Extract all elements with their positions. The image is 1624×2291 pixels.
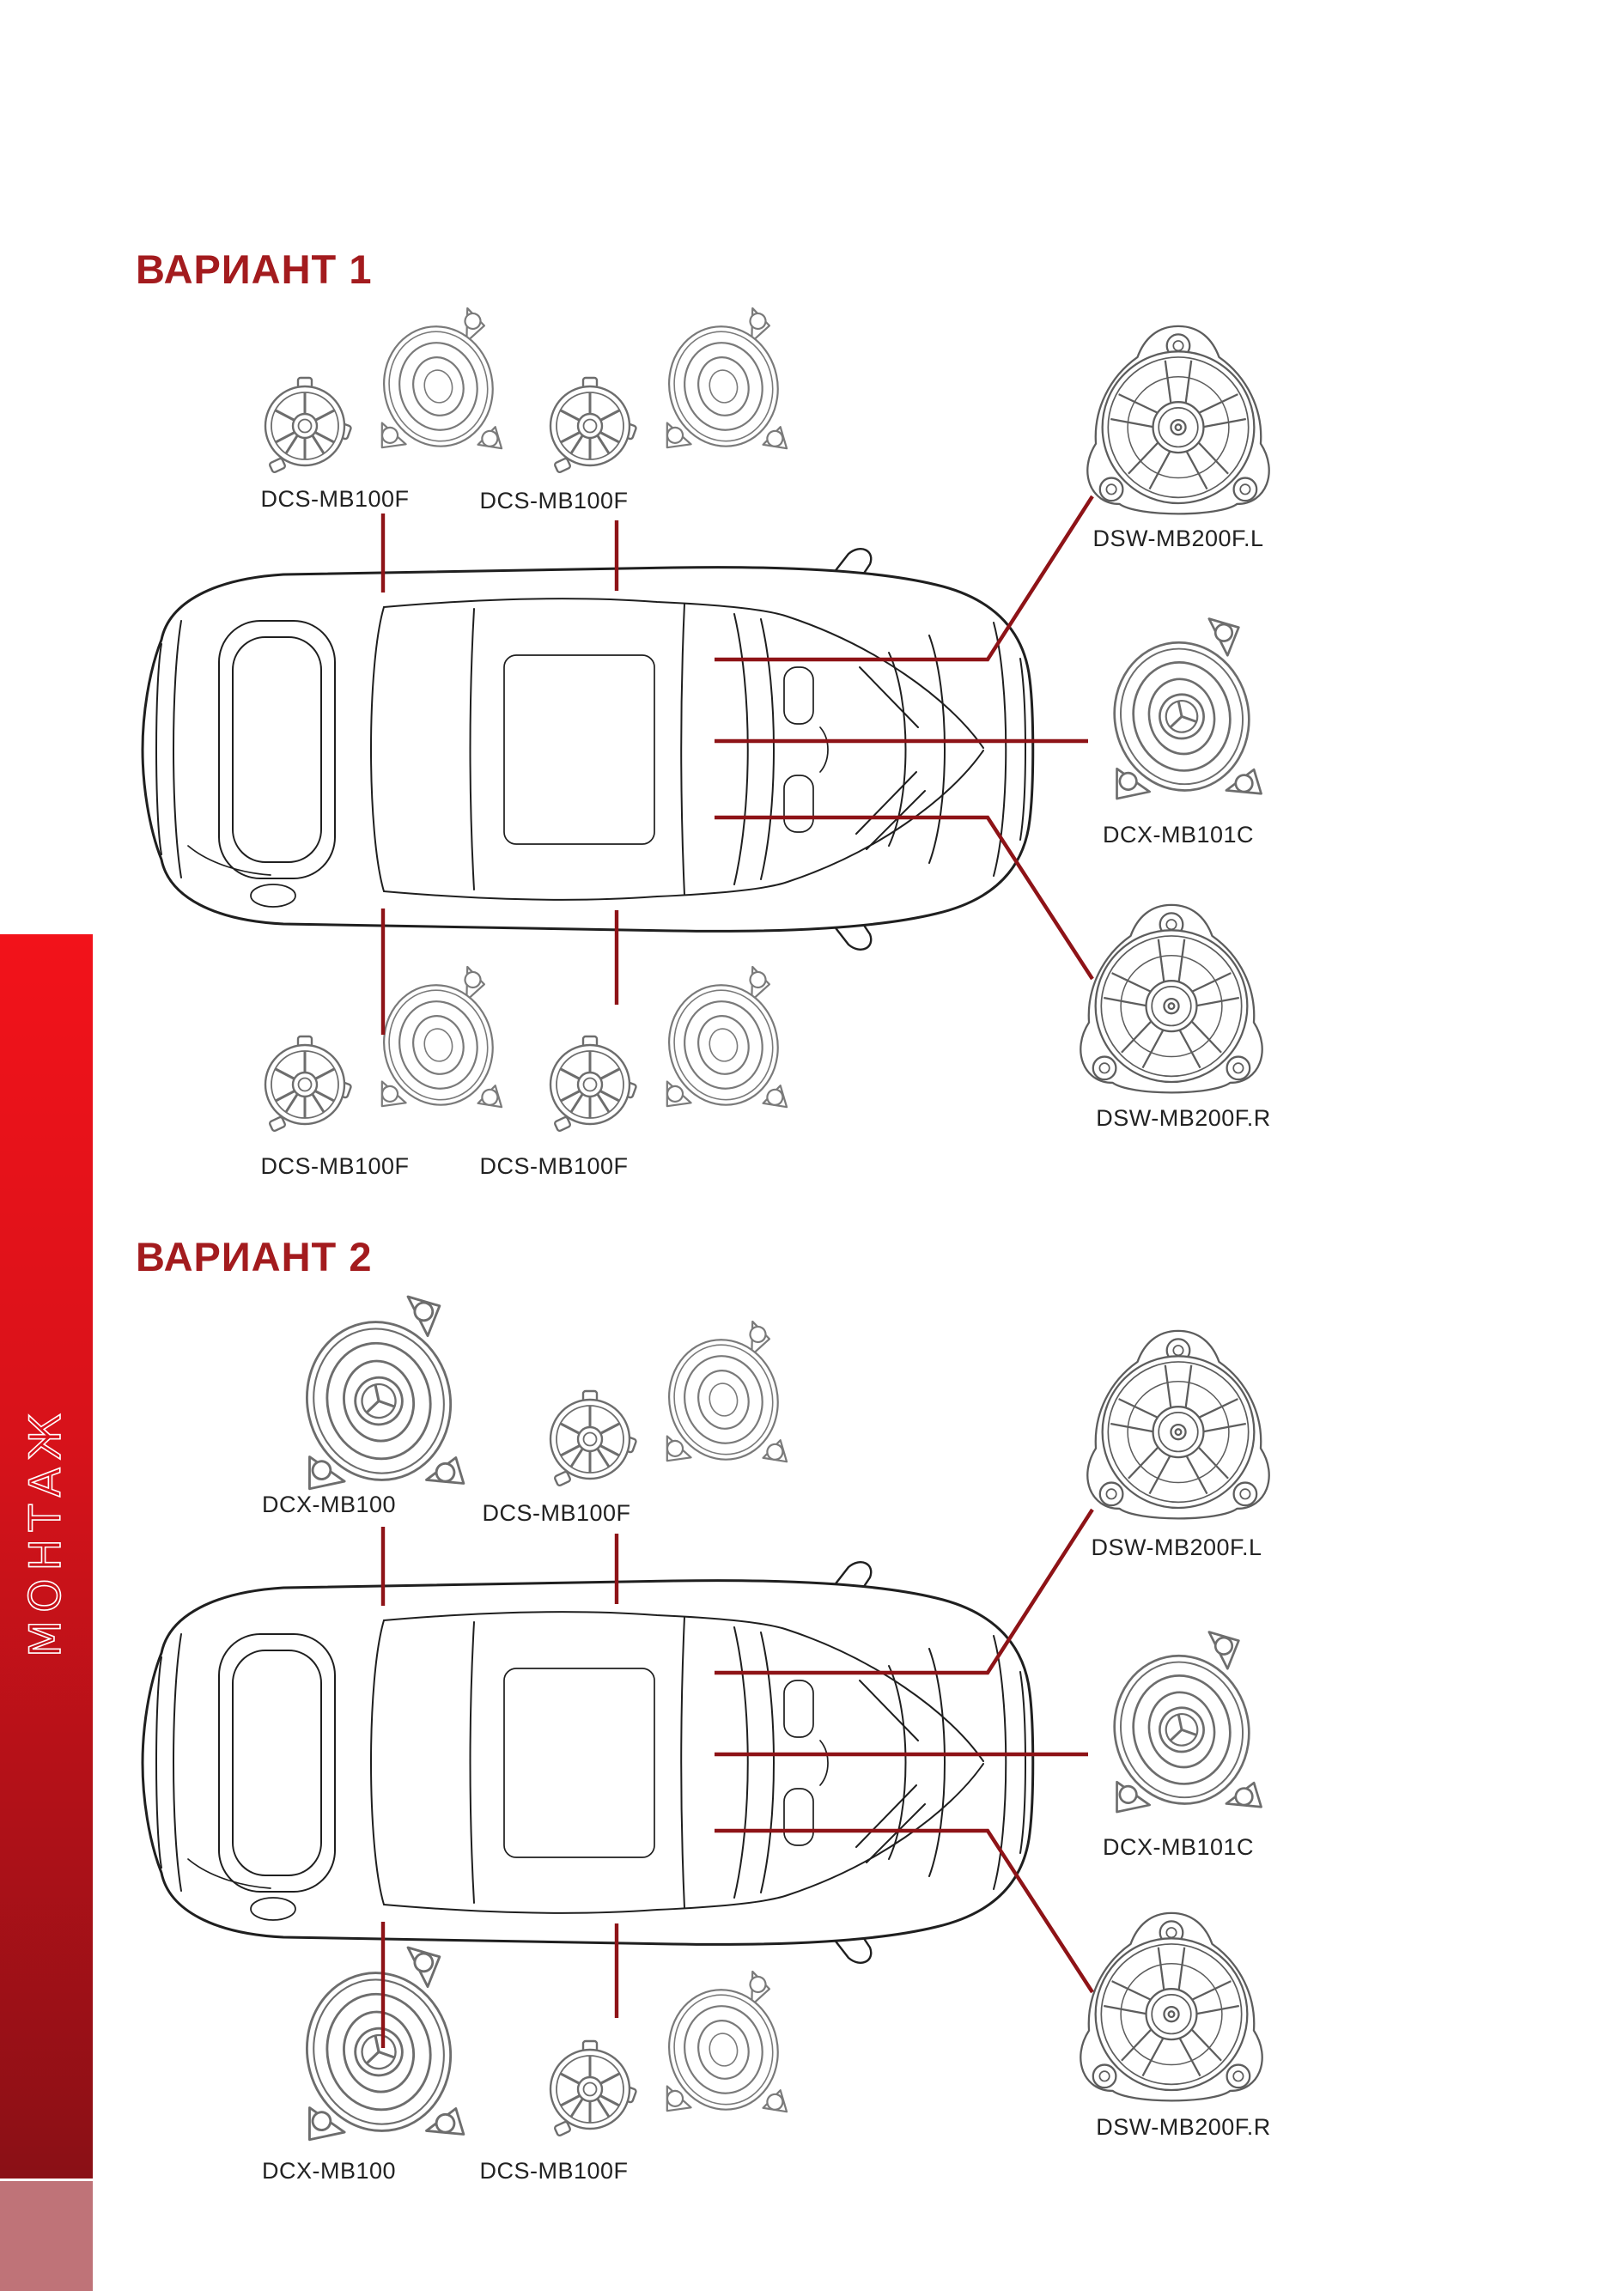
tweeter-midwoofer-set-icon	[245, 957, 520, 1155]
speaker-label-v2-bottom-left: DCX-MB100	[261, 2158, 397, 2184]
variant-2-title: ВАРИАНТ 2	[136, 1234, 373, 1279]
speaker-label-v1-center: DCX-MB101C	[1102, 822, 1255, 848]
coaxial-speaker-icon	[283, 1298, 473, 1499]
sidebar-footer-block	[0, 2181, 93, 2291]
tweeter-midwoofer-set-icon	[530, 1312, 805, 1510]
subwoofer-icon	[1080, 1324, 1276, 1528]
variant-1-title: ВАРИАНТ 1	[136, 246, 373, 292]
speaker-label-v2-center: DCX-MB101C	[1102, 1834, 1255, 1860]
montage-sidebar	[0, 934, 93, 2179]
car-top-view-diagram	[133, 562, 1043, 936]
speaker-label-v1-bottom-left: DCS-MB100F	[260, 1153, 410, 1179]
coaxial-speaker-icon	[283, 1949, 473, 2150]
tweeter-midwoofer-set-icon	[530, 957, 805, 1155]
speaker-label-v2-top-left: DCX-MB100	[261, 1492, 397, 1517]
center-speaker-icon	[1092, 1633, 1270, 1822]
tweeter-midwoofer-set-icon	[245, 299, 520, 496]
speaker-label-v2-top-right: DCS-MB100F	[482, 1500, 631, 1526]
subwoofer-icon	[1080, 319, 1276, 524]
speaker-label-v2-sub-right: DSW-MB200F.R	[1096, 2114, 1271, 2140]
speaker-label-v1-top-left: DCS-MB100F	[260, 486, 410, 512]
center-speaker-icon	[1092, 620, 1270, 809]
tweeter-midwoofer-set-icon	[530, 1962, 805, 2160]
speaker-label-v2-sub-left: DSW-MB200F.L	[1091, 1534, 1262, 1560]
tweeter-midwoofer-set-icon	[530, 299, 805, 496]
sidebar-vertical-label: МОНТАЖ	[21, 1406, 70, 1657]
speaker-label-v1-sub-left: DSW-MB200F.L	[1092, 526, 1264, 551]
speaker-label-v1-sub-right: DSW-MB200F.R	[1096, 1105, 1271, 1131]
speaker-label-v1-bottom-right: DCS-MB100F	[479, 1153, 629, 1179]
sidebar-vertical-text	[0, 934, 93, 2179]
speaker-label-v2-bottom-right: DCS-MB100F	[479, 2158, 629, 2184]
car-top-view-diagram	[133, 1576, 1043, 1949]
subwoofer-icon	[1074, 1906, 1269, 2111]
subwoofer-icon	[1074, 898, 1269, 1103]
speaker-label-v1-top-right: DCS-MB100F	[479, 488, 629, 514]
